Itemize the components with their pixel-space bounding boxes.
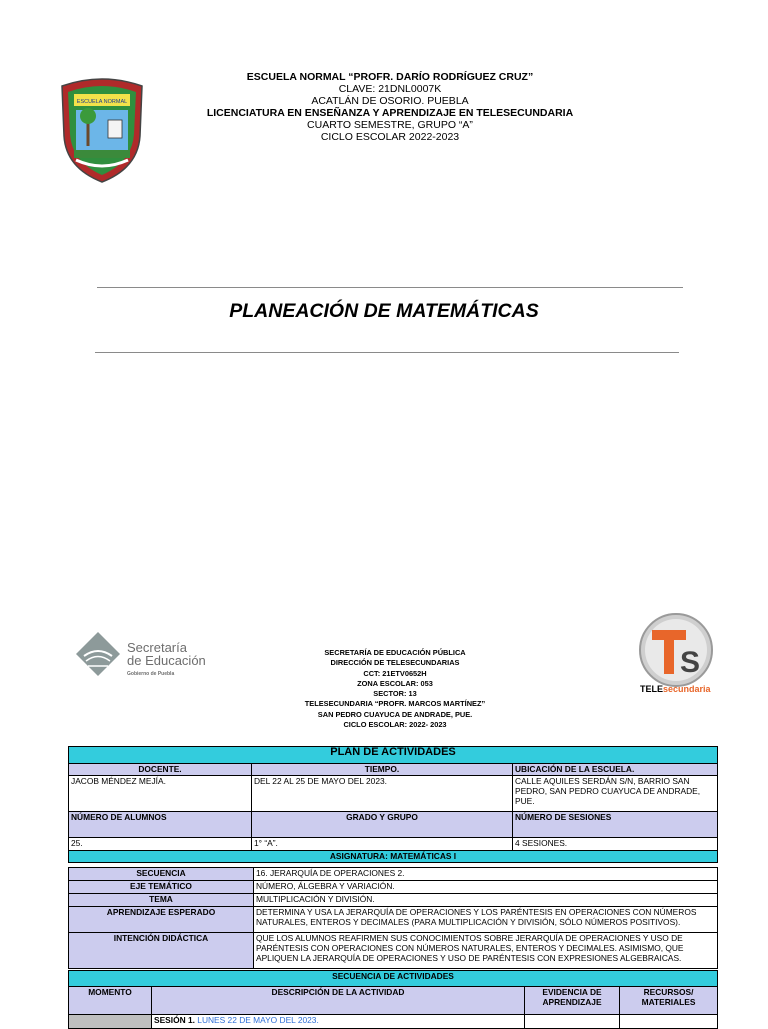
alumnos-value: 25. [69,838,252,851]
sep-puebla-logo [74,630,214,680]
momento-cell [69,1015,152,1029]
institution-line: SECTOR: 13 [373,689,417,699]
secuencia-value: 16. JERARQUÍA DE OPERACIONES 2. [254,868,718,881]
momento-header: MOMENTO [69,987,152,1015]
aprendizaje-label: APRENDIZAJE ESPERADO [69,907,254,933]
school-name: ESCUELA NORMAL “PROFR. DARÍO RODRÍGUEZ CRUZ” [246,71,534,83]
institution-line: DIRECCIÓN DE TELESECUNDARIAS [330,658,460,668]
tiempo-header: TIEMPO. [252,764,513,776]
intencion-label: INTENCIÓN DIDÁCTICA [69,933,254,969]
evidencia-cell [525,1015,620,1029]
ubicacion-header: UBICACIÓN DE LA ESCUELA. [513,764,718,776]
activities-title: SECUENCIA DE ACTIVIDADES [69,971,718,987]
plan-title: PLAN DE ACTIVIDADES [69,747,718,764]
sep-logo-line2: de Educación [127,653,206,668]
ts-caption-suffix: secundaria [663,684,711,694]
descripcion-header: DESCRIPCIÓN DE LA ACTIVIDAD [152,987,525,1015]
institution-line: CCT: 21ETV0652H [363,668,427,678]
sesiones-header: NÚMERO DE SESIONES [513,812,718,838]
ubicacion-value: CALLE AQUILES SERDÁN S/N, BARRIO SAN PEDRO, SAN PEDRO CUAYUCA DE ANDRADE, PUE. [513,776,718,812]
svg-text:S: S [679,646,701,679]
sesiones-value: 4 SESIONES. [513,838,718,851]
school-header [160,71,620,143]
document-title: PLANEACIÓN DE MATEMÁTICAS [229,300,539,322]
recursos-cell [620,1015,718,1029]
tema-value: MULTIPLICACIÓN Y DIVISIÓN. [254,894,718,907]
degree-name: LICENCIATURA EN ENSEÑANZA Y APRENDIZAJE EN TELESECUNDARIA [206,107,574,119]
activities-table [68,970,718,1029]
institution-line: TELESECUNDARIA “PROFR. MARCOS MARTÍNEZ” [304,699,486,709]
alumnos-header: NÚMERO DE ALUMNOS [69,812,252,838]
school-clave: CLAVE: 21DNL0007K [338,83,442,95]
docente-value: JACOB MÉNDEZ MEJÍA. [69,776,252,812]
grado-header: GRADO Y GRUPO [252,812,513,838]
institution-line: ZONA ESCOLAR: 053 [357,678,433,688]
sep-logo-line3: Gobierno de Puebla [127,671,175,677]
session-date: LUNES 22 DE MAYO DEL 2023. [197,1015,319,1025]
intencion-value: QUE LOS ALUMNOS REAFIRMEN SUS CONOCIMIENTOS SOBRE JERARQUÍA DE OPERACIONES Y USO DE PARÉNTESIS CON OPERACIONES CON NÚMEROS NATURALES, ENTEROS Y DECIMALES. ASIMISMO, QUE APLIQUEN LA JERARQUÍA DE OPERACIONES Y USO DE PARÉNTESIS CON EXPRESIONES ALGEBRAICAS. [254,933,718,969]
docente-header: DOCENTE. [69,764,252,776]
school-location: ACATLÁN DE OSORIO. PUEBLA [311,95,469,107]
institution-info [270,648,520,730]
eje-value: NÚMERO, ÁLGEBRA Y VARIACIÓN. [254,881,718,894]
eje-label: EJE TEMÁTICO [69,881,254,894]
school-crest-logo [54,76,150,184]
asignatura: ASIGNATURA: MATEMÁTICAS I [69,851,718,863]
session-description [152,1015,525,1029]
aprendizaje-value: DETERMINA Y USA LA JERARQUÍA DE OPERACIONES Y LOS PARÉNTESIS EN OPERACIONES CON NÚMEROS NATURALES, ENTEROS Y DECIMALES (PARA MULTIPLICACIÓN Y DIVISIÓN, SÓLO NÚMEROS POSITIVOS). [254,907,718,933]
semester-group: CUARTO SEMESTRE, GRUPO “A” [307,119,473,131]
secuencia-label: SECUENCIA [69,868,254,881]
telesecundaria-caption [640,684,711,694]
ts-caption-prefix: TELE [640,684,664,694]
evidencia-header: EVIDENCIA DE APRENDIZAJE [525,987,620,1015]
plan-table [68,746,718,863]
institution-line: SAN PEDRO CUAYUCA DE ANDRADE, PUE. [317,709,473,719]
tiempo-value: DEL 22 AL 25 DE MAYO DEL 2023. [252,776,513,812]
tema-label: TEMA [69,894,254,907]
details-table [68,867,718,969]
grado-value: 1° “A”. [252,838,513,851]
title-top-rule [97,287,683,288]
session-label: SESIÓN 1. [154,1015,195,1025]
crest-text: ESCUELA NORMAL [76,99,128,105]
institution-line: CICLO ESCOLAR: 2022- 2023 [343,720,447,730]
title-bottom-rule [95,352,679,353]
sep-logo-line1: Secretaría [127,640,187,655]
school-cycle: CICLO ESCOLAR 2022-2023 [320,131,460,143]
institution-line: SECRETARÍA DE EDUCACIÓN PÚBLICA [324,648,466,657]
recursos-header: RECURSOS/ MATERIALES [620,987,718,1015]
